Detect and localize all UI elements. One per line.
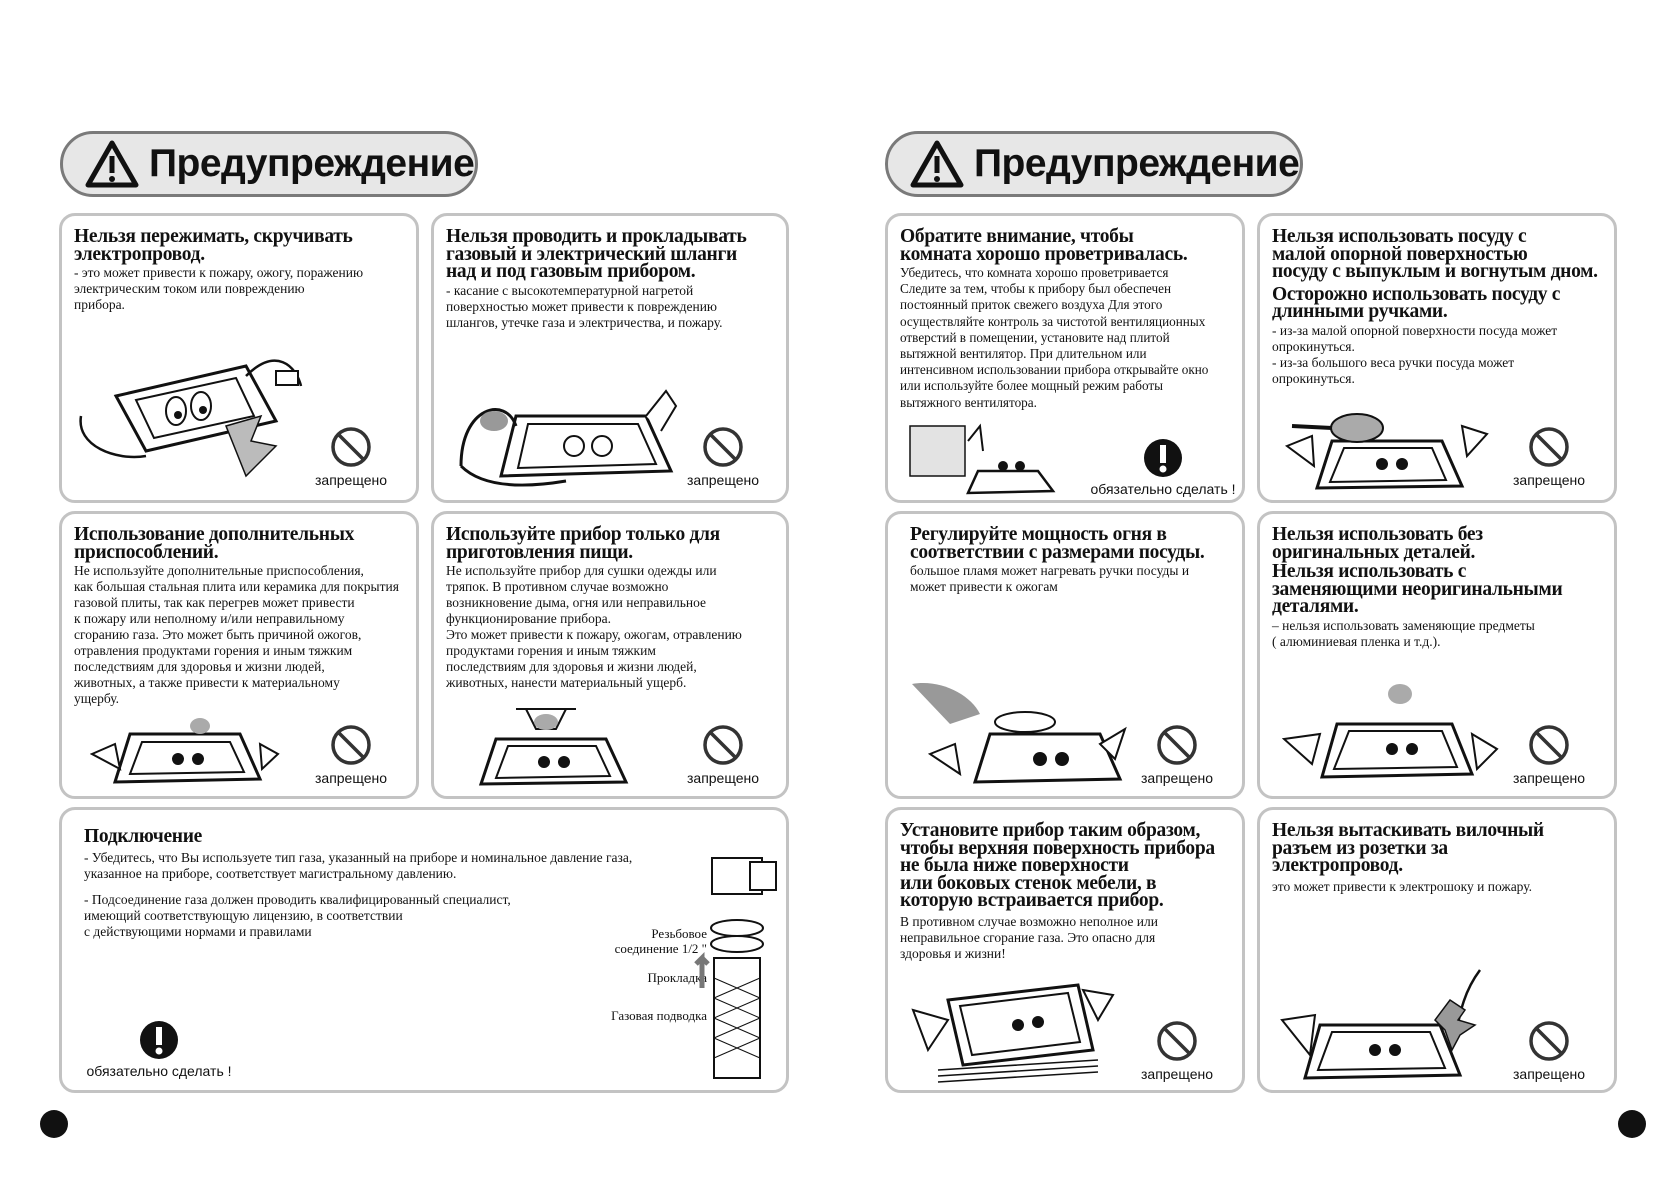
card-title: Регулируйте мощность огня в соответствии с размерами посуды. bbox=[910, 524, 1205, 563]
forbidden-label: запрещено bbox=[1512, 1066, 1586, 1082]
prohibited-icon bbox=[702, 724, 744, 766]
exclamation-icon bbox=[139, 1020, 179, 1060]
prohibited-icon bbox=[1528, 426, 1570, 468]
forbidden-label: запрещено bbox=[314, 770, 388, 786]
ventilation-illustration bbox=[908, 421, 1058, 496]
gasket-label: Прокладка bbox=[647, 970, 707, 985]
card-installation-level bbox=[885, 807, 1245, 1093]
card-cooking-only bbox=[431, 511, 789, 799]
card-body: Не используйте дополнительные приспособления, как большая стальная плита или керамика для покрытия газовой плиты, так как перегрев может привести к пожару или неполному и/или неправильному сгоранию газа. Это может быть причиной ожогов, отравления продуктами горения и иным тяжким последствиям для здоровья и жизни людей, животных, а также привести к материальному ущербу. bbox=[74, 563, 399, 706]
card-body: - это может привести к пожару, ожогу, поражению электрическим током или повреждению прибора. bbox=[74, 265, 364, 312]
card-body: - из-за малой опорной поверхности посуда может опрокинуться. - из-за большого веса ручки посуда может опрокинуться. bbox=[1272, 322, 1558, 386]
card-plug-removal bbox=[1257, 807, 1617, 1093]
forbidden-label: запрещено bbox=[1512, 770, 1586, 786]
card-ventilation bbox=[885, 213, 1245, 503]
card-body: большое пламя может нагревать ручки посуды и может привести к ожогам bbox=[910, 563, 1190, 594]
right-header bbox=[885, 131, 1303, 197]
prohibited-icon bbox=[1528, 724, 1570, 766]
card-subtitle: Осторожно использовать посуду с длинными ручками. bbox=[1272, 283, 1561, 322]
forbidden-badge bbox=[287, 426, 415, 488]
mandatory-label: обязательно сделать ! bbox=[86, 1063, 232, 1079]
flame-pot-illustration bbox=[910, 674, 1130, 794]
page-marker-left bbox=[40, 1110, 68, 1138]
card-title: Нельзя использовать посуду с малой опорной поверхностью посуду с выпуклым и вогнутым дном. bbox=[1272, 226, 1598, 282]
cooktop-cord-illustration bbox=[76, 336, 306, 486]
thread-fitting-label: Резьбовое соединение 1/2 " bbox=[614, 926, 707, 956]
card-body: - касание с высокотемпературной нагретой поверхностью может привести к повреждению шлангов, утечке газа и электричества, и пожару. bbox=[446, 282, 723, 330]
forbidden-badge bbox=[287, 724, 415, 786]
plug-pull-illustration bbox=[1280, 960, 1490, 1085]
card-title: Используйте прибор только для приготовления пищи. bbox=[446, 524, 720, 563]
forbidden-badge bbox=[1113, 724, 1241, 786]
gas-hose-label: Газовая подводка bbox=[611, 1008, 707, 1023]
card-additional-devices bbox=[59, 511, 419, 799]
card-title: Установите прибор таким образом, чтобы верхняя поверхность прибора не была ниже поверхности или боковых стенок мебели, в которую встраивается прибор. bbox=[900, 820, 1215, 911]
forbidden-badge bbox=[1485, 426, 1613, 488]
card-cookware-base bbox=[1257, 213, 1617, 503]
forbidden-badge bbox=[1485, 1020, 1613, 1082]
prohibited-icon bbox=[1156, 724, 1198, 766]
connection-gas-type: - Убедитесь, что Вы используете тип газа, указанный на приборе и номинальное давление газа, указанное на приборе, соответствует магистральному давлению. bbox=[84, 849, 633, 881]
card-title: Нельзя использовать без оригинальных деталей. bbox=[1272, 524, 1483, 563]
prohibited-icon bbox=[330, 426, 372, 468]
card-body: В противном случае возможно неполное или неправильное сгорание газа. Это опасно для здоровья и жизни! bbox=[900, 913, 1158, 961]
forbidden-label: запрещено bbox=[1140, 1066, 1214, 1082]
mandatory-label: обязательно сделать ! bbox=[1090, 481, 1236, 497]
warning-icon bbox=[85, 139, 139, 189]
prohibited-icon bbox=[702, 426, 744, 468]
forbidden-badge bbox=[659, 426, 787, 488]
warning-icon bbox=[910, 139, 964, 189]
cooktop-cover-illustration bbox=[90, 714, 280, 794]
card-title: Подключение bbox=[84, 826, 203, 847]
card-title: Обратите внимание, чтобы комната хорошо проветривалась. bbox=[900, 226, 1188, 265]
gas-fitting-illustration bbox=[692, 848, 782, 1088]
prohibited-icon bbox=[330, 724, 372, 766]
card-title: Нельзя проводить и прокладывать газовый и электрический шланги над и под газовым прибором. bbox=[446, 226, 747, 282]
card-title: Нельзя вытаскивать вилочный разъем из розетки за электропровод. bbox=[1272, 820, 1544, 876]
card-body: Убедитесь, что комната хорошо проветривается Следите за тем, чтобы к прибору был обеспечен постоянный приток свежего воздуха Для этого осуществляйте контроль за чистотой вентиляционных отверстий в помещении, установите над плитой вытяжной вентилятор. При длительном или интенсивном использовании прибора открывайте окно или используйте более мощный режим работы вытяжного вентилятора. bbox=[900, 265, 1209, 410]
connection-installer: - Подсоединение газа должен проводить квалифицированный специалист, имеющий соответствующую лицензию, в соответствии с действующими нормами и правилами bbox=[84, 891, 511, 939]
left-header-title: Предупреждение bbox=[149, 142, 475, 185]
prohibited-icon bbox=[1156, 1020, 1198, 1062]
recessed-cooktop-illustration bbox=[908, 980, 1118, 1085]
card-body: – нельзя использовать заменяющие предметы ( алюминиевая пленка и т.д.). bbox=[1272, 617, 1535, 649]
mandatory-badge bbox=[84, 1020, 234, 1079]
card-body: это может привести к электрошоку и пожару. bbox=[1272, 878, 1533, 894]
forbidden-label: запрещено bbox=[314, 472, 388, 488]
card-original-parts bbox=[1257, 511, 1617, 799]
forbidden-badge bbox=[1485, 724, 1613, 786]
cooktop-hose-illustration bbox=[456, 386, 686, 496]
mandatory-badge bbox=[1088, 438, 1238, 497]
card-subtitle: Нельзя использовать с заменяющими неоригинальными деталями. bbox=[1272, 561, 1563, 617]
card-no-pinch-cord bbox=[59, 213, 419, 503]
card-flame-size bbox=[885, 511, 1245, 799]
forbidden-badge bbox=[1113, 1020, 1241, 1082]
foil-cooktop-illustration bbox=[1282, 679, 1502, 789]
cooktop-drying-illustration bbox=[456, 704, 656, 794]
card-no-hoses-over-cooktop bbox=[431, 213, 789, 503]
card-title: Использование дополнительных приспособлений. bbox=[74, 524, 355, 563]
forbidden-label: запрещено bbox=[686, 472, 760, 488]
forbidden-label: запрещено bbox=[1140, 770, 1214, 786]
card-title: Нельзя пережимать, скручивать электропровод. bbox=[74, 226, 353, 265]
card-connection bbox=[59, 807, 789, 1093]
right-header-title: Предупреждение bbox=[974, 142, 1300, 185]
prohibited-icon bbox=[1528, 1020, 1570, 1062]
forbidden-label: запрещено bbox=[1512, 472, 1586, 488]
card-body: Не используйте прибор для сушки одежды или тряпок. В противном случае возможно возникновение дыма, огня или неправильное функционирование прибора. Это может привести к пожару, ожогам, отравлению продуктами горения и иным тяжким последствиям для здоровья и жизни людей, животных, нанести материальный ущерб. bbox=[446, 563, 742, 690]
exclamation-icon bbox=[1143, 438, 1183, 478]
forbidden-label: запрещено bbox=[686, 770, 760, 786]
left-header bbox=[60, 131, 478, 197]
cookware-illustration bbox=[1282, 406, 1492, 496]
forbidden-badge bbox=[659, 724, 787, 786]
page-marker-right bbox=[1618, 1110, 1646, 1138]
